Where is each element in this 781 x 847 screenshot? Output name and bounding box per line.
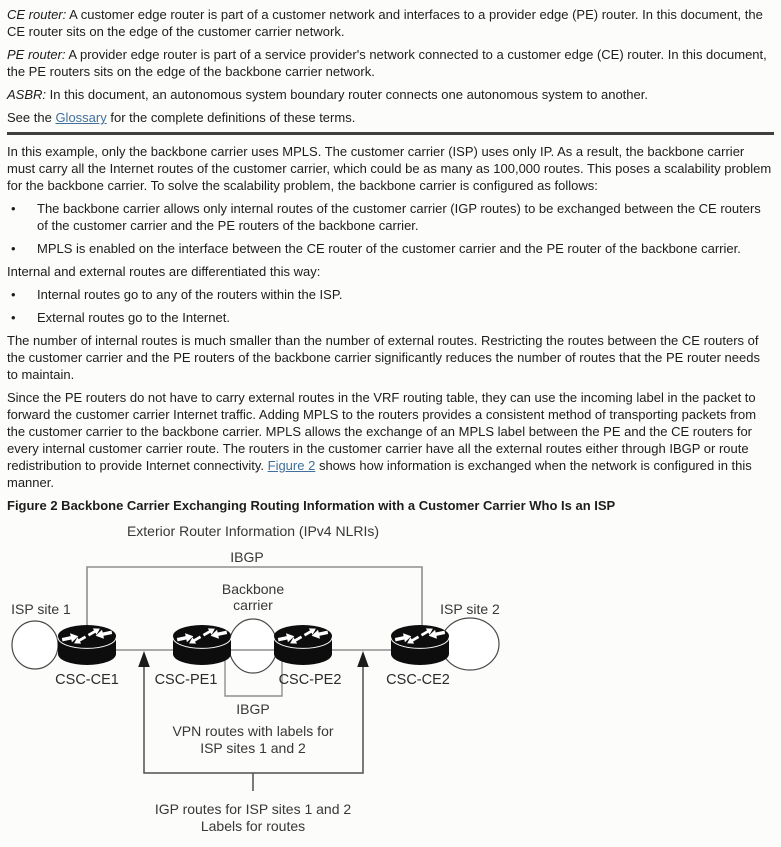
routes-bullet-2	[7, 309, 774, 326]
glossary-link[interactable]: Glossary	[55, 110, 107, 125]
config-bullet-2-text: MPLS is enabled on the interface between the CE router of the customer carrier and the PE router of the backbone carrier.	[37, 241, 741, 256]
ibgp-mid-label: IBGP	[236, 701, 270, 717]
exterior-info-label: Exterior Router Information (IPv4 NLRIs)	[126, 523, 380, 539]
definition-pe-router	[7, 46, 774, 80]
config-bullet-2	[7, 240, 774, 257]
definition-text-pe: A provider edge router is part of a service provider's network connected to a customer edge (CE) router. In this document, the PE routers sits on the edge of the backbone carrier network.	[7, 47, 767, 79]
bullet-marker: •	[11, 241, 16, 256]
example-intro-paragraph: In this example, only the backbone carrier uses MPLS. The customer carrier (ISP) uses only IP. As a result, the backbone carrier must carry all the Internet routes of the customer carrier, which could be as many as 100,000 routes. This poses a scalability problem for the backbone carrier. To solve the scalability problem, the backbone carrier is configured as follows:	[7, 144, 772, 193]
mpls-paragraph	[7, 389, 774, 491]
mpls-paragraph-before: Since the PE routers do not have to carry external routes in the VRF routing table, they can use the incoming label in the packet to forward the customer carrier Internet traffic. Adding MPLS to the routers provides a consistent method of transporting packets from the customer carrier to the backbone carrier. MPLS allows the exchange of an MPLS label between the PE and the CE routers for every internal customer carrier route. The routers in the customer carrier have all the external routes either through IBGP or route redistribution to provide Internet connectivity.	[7, 390, 757, 473]
up-arrowhead-right	[357, 651, 369, 667]
router-label-csc-pe1: CSC-PE1	[154, 672, 218, 688]
definition-text-ce: A customer edge router is part of a customer network and interfaces to a provider edge (PE) router. In this document, the CE router sits on the edge of the customer carrier network.	[7, 7, 763, 39]
bullet-marker: •	[11, 310, 16, 325]
isp-site-2-label: ISP site 2	[440, 601, 500, 617]
glossary-line-after: for the complete definitions of these terms.	[106, 110, 356, 125]
isp-site-2-cloud	[441, 618, 499, 670]
routes-bullet-2-text: External routes go to the Internet.	[37, 310, 230, 325]
router-icon-csc-pe2	[274, 625, 332, 665]
backbone-carrier-label-line1: Backbone	[221, 581, 285, 597]
definition-term-asbr: ASBR:	[7, 87, 47, 102]
router-icon-csc-ce1	[58, 625, 116, 665]
figure-2-caption: Figure 2 Backbone Carrier Exchanging Routing Information with a Customer Carrier Who Is an ISP	[7, 498, 616, 513]
section-divider	[7, 132, 774, 135]
ibgp-top-label: IBGP	[230, 549, 264, 565]
isp-site-1-label: ISP site 1	[11, 601, 71, 617]
backbone-carrier-label-line2: carrier	[233, 597, 273, 613]
routes-summary-paragraph: The number of internal routes is much smaller than the number of external routes. Restricting the routes between the CE routers of the customer carrier and the PE routers of the backbone carrier significantly reduces the number of routes that the PE router needs to maintain.	[7, 333, 760, 382]
figure-2-diagram	[0, 520, 781, 840]
igp-routes-label-line1: IGP routes for ISP sites 1 and 2	[154, 801, 352, 817]
backbone-carrier-cloud	[229, 619, 277, 673]
router-label-csc-ce2: CSC-CE2	[386, 672, 450, 688]
isp-site-1-cloud	[12, 621, 58, 669]
glossary-line-before: See the	[7, 110, 56, 125]
igp-routes-label-line2: Labels for routes	[200, 818, 306, 834]
router-icon-csc-pe1	[173, 625, 231, 665]
routes-bullet-1	[7, 286, 774, 303]
definition-text-asbr: In this document, an autonomous system boundary router connects one autonomous system to another.	[46, 87, 648, 102]
config-bullet-1	[7, 200, 774, 234]
glossary-line	[7, 109, 774, 126]
up-arrowhead-left	[138, 651, 150, 667]
definition-asbr	[7, 86, 774, 103]
routes-bullet-1-text: Internal routes go to any of the routers within the ISP.	[37, 287, 343, 302]
definition-term-pe: PE router:	[7, 47, 66, 62]
mpls-paragraph-after: shows how information is exchanged when the network is configured in this manner.	[7, 458, 752, 490]
figure-2-link[interactable]: Figure 2	[267, 458, 316, 473]
router-label-csc-pe2: CSC-PE2	[278, 672, 342, 688]
bullet-marker: •	[11, 201, 16, 216]
vpn-routes-label-line1: VPN routes with labels for	[172, 723, 334, 739]
definition-term-ce: CE router:	[7, 7, 67, 22]
routes-intro-paragraph: Internal and external routes are differentiated this way:	[7, 264, 321, 279]
bullet-marker: •	[11, 287, 16, 302]
definition-ce-router	[7, 6, 774, 40]
router-label-csc-ce1: CSC-CE1	[55, 672, 119, 688]
config-bullet-1-text: The backbone carrier allows only internal routes of the customer carrier (IGP routes) to be exchanged between the CE routers of the customer carrier and the PE routers of the backbone carrier.	[37, 201, 761, 233]
router-icon-csc-ce2	[391, 625, 449, 665]
vpn-routes-label-line2: ISP sites 1 and 2	[200, 740, 306, 756]
